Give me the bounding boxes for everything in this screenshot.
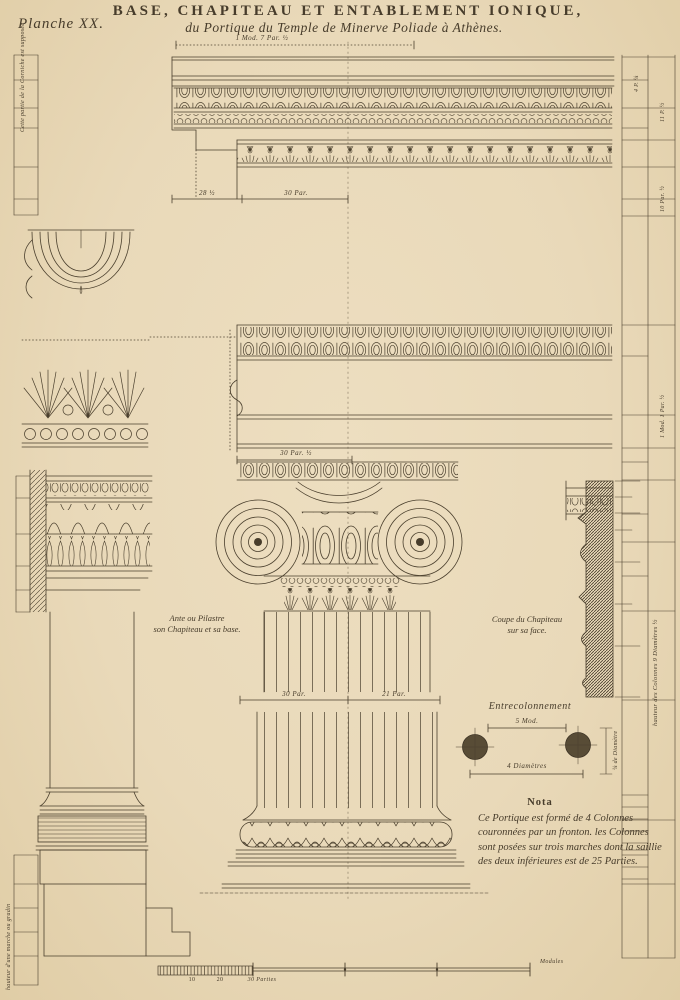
neck-anthemion-band: [284, 588, 396, 610]
dim-frieze-width: 30 Par. ½: [280, 449, 312, 457]
dim-shaft-left: 30 Par.: [282, 690, 306, 698]
torus-guilloche-band: [240, 822, 452, 847]
anthemion-frieze-detail: [22, 340, 150, 447]
annotation-ante-line1: Ante ou Pilastre: [169, 613, 225, 623]
coupe-egg-band: [567, 498, 611, 512]
pilaster-shaft-and-base: [36, 612, 190, 956]
volute-cushion-detail: [25, 230, 135, 298]
annotation-entrecolonnement: Entrecolonnement: [488, 701, 572, 712]
annotation-coupe-line1: Coupe du Chapiteau: [491, 614, 563, 624]
plate-title: BASE, CHAPITEAU ET ENTABLEMENT IONIQUE,: [112, 3, 584, 19]
right-margin-dim-d: 1 Mod. 1 Par. ½: [660, 394, 666, 438]
scale-tick-10: 10: [188, 977, 196, 983]
dim-cornice-left: 28 ½: [199, 189, 215, 197]
scale-tick-20: 20: [216, 977, 224, 983]
anta-leaf-band: [46, 536, 150, 566]
echinus-egg-band: [302, 512, 378, 564]
architrave-frieze-elevation: [230, 325, 612, 464]
abacus-egg-band: [238, 463, 458, 480]
neck-bead-band: [280, 578, 400, 587]
scale-unit-label: Modules: [540, 959, 564, 965]
dim-intercolumn-side: ¼ de Diamètre: [613, 730, 619, 770]
dim-shaft-right: 21 Par.: [382, 690, 406, 698]
right-margin-dim-a: 4 P. ¼: [634, 75, 640, 92]
annotation-coupe-line2: sur sa face.: [507, 625, 547, 635]
scale-parties-label: 30 Parties: [247, 977, 277, 983]
dim-top-width: 1 Mod. 7 Par. ½: [235, 34, 289, 42]
right-margin-dim-c: 10 Par. ½: [660, 185, 666, 212]
cornice-entablature-elevation: [172, 41, 614, 203]
anta-egg-band: [46, 483, 150, 496]
scale-bar: [158, 963, 530, 976]
right-margin-note: hauteur des Colonnes 9 Diamètres ½: [652, 619, 659, 726]
bottom-left-margin-note: hauteur d'une marche ou gradin: [6, 903, 12, 990]
left-margin-note: Cette partie de la Corniche est supposée: [20, 22, 26, 132]
annotation-ante-line2: son Chapiteau et sa base.: [153, 624, 241, 634]
anthemion-band-small: [237, 146, 612, 162]
dim-intercolumn-bottom: 4 Diamètres: [507, 762, 547, 770]
plate-number: Planche XX.: [18, 16, 104, 32]
capital-section-profile: [566, 481, 640, 697]
plate-subtitle: du Portique du Temple de Minerve Poliade à Athènes.: [185, 20, 503, 35]
anta-scroll-band: [46, 504, 150, 534]
egg-and-dart-band-large: [239, 327, 612, 355]
volute-right: [378, 500, 462, 584]
nota-title: Nota: [527, 797, 553, 808]
egg-and-dart-band: [174, 88, 612, 108]
nota-body: Ce Portique est formé de 4 Colonnes couronnées par un fronton. les Colonnes sont posées sur trois marches dont la saillie des deux inférieures est de 25 Parties.: [478, 813, 662, 868]
volute-left: [216, 500, 300, 584]
pilaster-torus: [38, 816, 146, 842]
upper-column-shaft: [240, 612, 440, 704]
bead-and-reel-band: [174, 114, 612, 123]
dim-cornice-right: 30 Par.: [284, 189, 308, 197]
bead-row: [25, 429, 148, 440]
right-margin-dim-b: 11 P. ½: [660, 102, 666, 122]
ionic-capital-elevation: [216, 462, 462, 611]
anta-capital-detail: [16, 470, 152, 612]
dim-intercolumn-top: 5 Mod.: [515, 717, 539, 725]
volute-swag-curves: [296, 482, 382, 503]
lower-column-shaft-and-base: [200, 712, 490, 893]
